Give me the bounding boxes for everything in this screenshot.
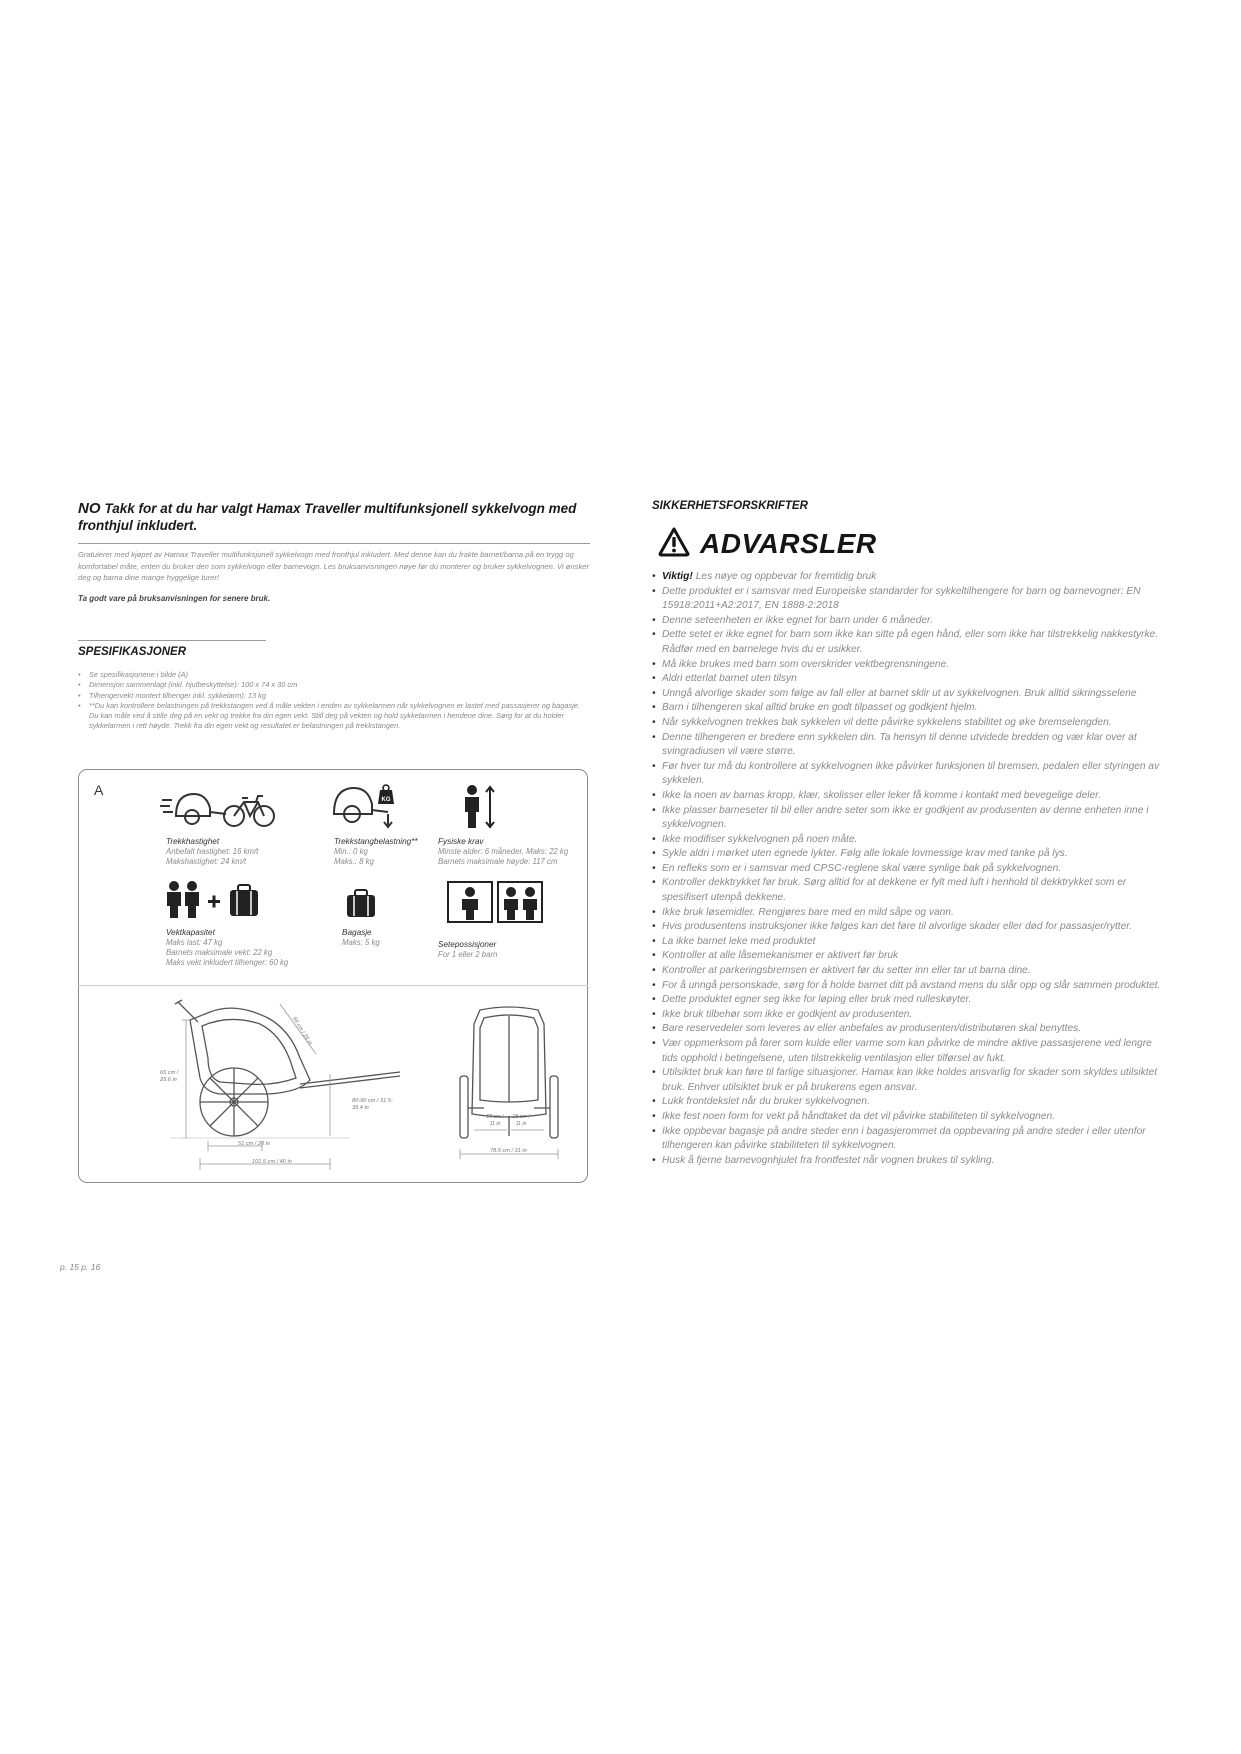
weight-title: Vektkapasitet — [166, 928, 215, 937]
warning-item: • Utilsiktet bruk kan føre til farlige situasjoner. Hamax kan ikke holdes ansvarlig for skader som skyldes utilsiktet bruk. Enhver utilsiktet bruk er på brukerens egen ansvar. — [652, 1066, 1162, 1095]
warning-list — [652, 570, 1162, 1168]
weight-line: Barnets maksimale vekt: 22 kg — [166, 948, 273, 957]
warning-item: • Bare reservedeler som leveres av eller anbefales av produsenten/distributøren skal benyttes. — [652, 1022, 1162, 1037]
warning-item: • Dette produktet egner seg ikke for løping eller bruk med rulleskøyter. — [652, 993, 1162, 1008]
page-number: p. 15 p. 16 — [60, 1262, 101, 1272]
spec-item: • Dimensjon sammenlagt (inkl. hjulbeskyttelse): 100 x 74 x 30 cm — [78, 680, 590, 690]
intro-title — [78, 500, 598, 534]
warning-item: • Ikke la noen av barnas kropp, klær, skolisser eller leker få komme i kontakt med bevegelige deler. — [652, 789, 1162, 804]
figure-divider — [78, 985, 588, 986]
warning-item: • Ikke fest noen form for vekt på håndtaket da det vil påvirke stabiliteten til sykkelvognen. — [652, 1110, 1162, 1125]
luggage-line: Maks: 5 kg — [342, 938, 380, 947]
keep-manual-note: Ta godt vare på bruksanvisningen for senere bruk. — [78, 594, 271, 603]
drawbar-line: Maks.: 8 kg — [334, 857, 374, 866]
intro-divider — [78, 543, 590, 544]
warning-item — [652, 570, 1162, 585]
warning-item: • Hvis produsentens instruksjoner ikke følges kan det føre til alvorlige skader eller død for passasjer/rytter. — [652, 920, 1162, 935]
warning-item: • Denne tilhengeren er bredere enn sykkelen din. Ta hensyn til denne utvidede bredden og vær klar over at svingradiusen vil være større. — [652, 731, 1162, 760]
spec-heading: SPESIFIKASJONER — [78, 646, 186, 658]
warning-title: ADVARSLER — [700, 528, 877, 559]
children-plus-luggage-icon — [164, 880, 264, 920]
warning-item: • Når sykkelvognen trekkes bak sykkelen vil dette påvirke sykkelens stabilitet og øke bremselengden. — [652, 716, 1162, 731]
dim-inner-right: 28 cm / 11 in — [512, 1114, 530, 1127]
warning-item: • La ikke barnet leke med produktet — [652, 935, 1162, 950]
warning-item-text: Les nøye og oppbevar for fremtidig bruk — [695, 571, 877, 582]
warning-item: • Kontroller at alle låsemekanismer er aktivert før bruk — [652, 949, 1162, 964]
spec-item: • Tilhengervekt montert tilhenger inkl. sykkelarm): 13 kg — [78, 691, 590, 701]
seat-positions-icon — [446, 880, 546, 924]
warning-item: • Ikke oppbevar bagasje på andre steder enn i bagasjerommet da oppbevaring på andre steder i eller utenfor tilhengeren kan påvirke stabiliteten til sykkelvognen. — [652, 1125, 1162, 1154]
physical-title: Fysiske krav — [438, 837, 484, 846]
spec-divider — [78, 640, 266, 641]
warning-triangle-icon — [658, 527, 690, 557]
warning-item: • Ikke modifiser sykkelvognen på noen måte. — [652, 833, 1162, 848]
warning-item: • Lukk frontdekslet når du bruker sykkelvognen. — [652, 1095, 1162, 1110]
child-height-icon — [462, 784, 498, 830]
dim-diagonal: 66 cm / 26 in — [290, 1016, 313, 1047]
warning-item: • Må ikke brukes med barn som overskrider vektbegrensningene. — [652, 658, 1162, 673]
warning-item: • Barn i tilhengeren skal alltid bruke en godt tilpasset og godkjent hjelm. — [652, 701, 1162, 716]
drawbar-line: Min.: 0 kg — [334, 847, 368, 856]
warning-item: • Sykle aldri i mørket uten egnede lykter. Følg alle lokale lovmessige krav med tanke på lys. — [652, 847, 1162, 862]
seats-line: For 1 eller 2 barn — [438, 950, 498, 959]
warning-lead-label: Viktig! — [662, 571, 693, 582]
dim-width: 78.5 cm / 31 in — [490, 1148, 527, 1154]
warning-item: • Ikke bruk løsemidler. Rengjøres bare med en mild såpe og vann. — [652, 906, 1162, 921]
dim-inner-left: 28 cm / 11 in — [486, 1114, 504, 1127]
warning-item: • Unngå alvorlige skader som følge av fall eller at barnet sklir ut av sykkelvognen. Bruk alltid sikringsselene — [652, 687, 1162, 702]
figure-letter: A — [94, 782, 104, 798]
seats-title: Setepossisjoner — [438, 940, 497, 949]
warning-item: • En refleks som er i samsvar med CPSC-reglene skal være synlige bak på sykkelvognen. — [652, 862, 1162, 877]
svg-text:KG: KG — [381, 797, 391, 803]
spec-item: • **Du kan kontrollere belastningen på trekkstangen ved å måle vekten i enden av sykkelarmen når sykkelvognen er lastet med passasjerer og bagasje. Du kan måle ved å stille deg på en vekt og trekke fra din egen vekt. Still deg på vekten og hold sykkelarmen i hendene dine. Sørg for at du holder sykkelarmen i rett høyde. Trekk fra din egen vekt og resultatet er belastningen på trekkstangen. — [78, 701, 590, 732]
warning-item: • Dette produktet er i samsvar med Europeiske standarder for sykkeltilhengere for barn og barnevogner: EN 15918:2011+A2:2017, EN 1888-2:2018 — [652, 585, 1162, 614]
trailer-bike-icon — [160, 786, 276, 830]
intro-title-text: Takk for at du har valgt Hamax Traveller multifunksjonell sykkelvogn med fronthjul inkludert. — [78, 501, 577, 533]
dim-length: 101.5 cm / 40 in — [252, 1159, 292, 1165]
luggage-title: Bagasje — [342, 928, 372, 937]
speed-line: Makshastighet: 24 km/t — [166, 857, 247, 866]
warning-item: • For å unngå personskade, sørg for å holde barnet ditt på avstand mens du slår opp og slår sammen produktet. — [652, 979, 1162, 994]
warning-item: • Aldri etterlat barnet uten tilsyn — [652, 672, 1162, 687]
speed-line: Anbefalt hastighet: 16 km/t — [166, 847, 259, 856]
warning-item: • Før hver tur må du kontrollere at sykkelvognen ikke påvirker funksjonen til bremsen, pedalen eller styringen av sykkelen. — [652, 760, 1162, 789]
dim-bar: 80-90 cm / 31.5-35.4 in — [352, 1098, 393, 1111]
warning-item: • Kontroller dekktrykket før bruk. Sørg alltid for at dekkene er fylt med luft i henhold til dekktrykket som er spesifisert utenpå dekkene. — [652, 876, 1162, 905]
drawbar-weight-icon — [330, 780, 398, 830]
weight-line: Maks last: 47 kg — [166, 938, 223, 947]
trailer-side-view-diagram — [150, 998, 420, 1176]
luggage-icon — [346, 888, 376, 918]
language-code: NO — [78, 500, 101, 517]
warning-item: • Ikke plasser barneseter til bil eller andre seter som ikke er godkjent av produsenten av denne enheten inne i sykkelvognen. — [652, 804, 1162, 833]
weight-line: Maks vekt inkludert tilhenger: 60 kg — [166, 958, 289, 967]
dim-wheel-base: 51 cm / 20 in — [238, 1141, 271, 1147]
spec-item: • Se spesifikasjonene i bilde (A) — [78, 670, 590, 680]
warning-item: • Dette setet er ikke egnet for barn som ikke kan sitte på egen hånd, eller som ikke har tilstrekkelig nakkestyrke. Rådfør med en barnelege hvis du er usikker. — [652, 628, 1162, 657]
warning-item: • Vær oppmerksom på farer som kulde eller varme som kan påvirke de mindre aktive passasjerene ved lengre tids opphold i betingelsene, uten tilstrekkelig ventilasjon eller tilførsel av fukt. — [652, 1037, 1162, 1066]
drawbar-title: Trekkstangbelastning** — [334, 837, 418, 846]
warning-item: • Ikke bruk tilbehør som ikke er godkjent av produsenten. — [652, 1008, 1162, 1023]
intro-paragraph: Gratulerer med kjøpet av Hamax Traveller multifunksjonell sykkelvogn med fronthjul inkludert. Med denne kan du frakte barnet/barna på en trygg og komfortabel måte, enten du bruker den som sykkelvogn eller barnevogn. Les bruksanvisningen nøye før du monterer og bruker sykkelvognen. Vi ønsker deg og barna dine mange hyggelige turer! — [78, 550, 590, 582]
warning-item: • Husk å fjerne barnevognhjulet fra frontfestet når vognen brukes til sykling. — [652, 1154, 1162, 1169]
physical-line: Minste alder: 6 måneder. Maks: 22 kg — [438, 847, 569, 856]
dim-height: 65 cm / 25.6 in — [160, 1070, 179, 1083]
spec-list — [78, 670, 590, 732]
physical-line: Barnets maksimale høyde: 117 cm — [438, 857, 558, 866]
safety-heading: SIKKERHETSFORSKRIFTER — [652, 500, 808, 512]
speed-title: Trekkhastighet — [166, 837, 220, 846]
warning-item: • Denne seteenheten er ikke egnet for barn under 6 måneder. — [652, 614, 1162, 629]
warning-item: • Kontroller at parkeringsbremsen er aktivert før du setter inn eller tar ut barna dine. — [652, 964, 1162, 979]
